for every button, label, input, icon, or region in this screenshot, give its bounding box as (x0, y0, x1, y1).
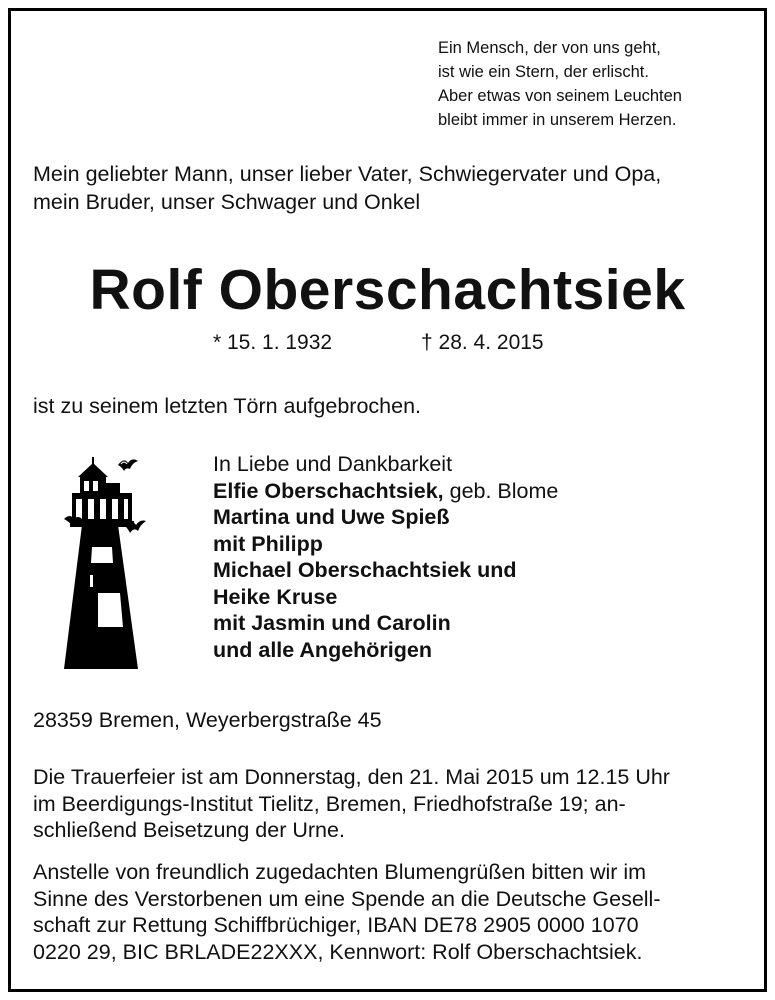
departed-text: ist zu seinem letzten Törn aufgebrochen. (33, 394, 422, 418)
funeral-line: schließend Beisetzung der Urne. (33, 818, 345, 842)
donation-info (33, 859, 661, 965)
donation-line: Sinne des Verstorbenen um eine Spende an die Deutsche Gesell- (33, 886, 661, 911)
mourner-line: mit Philipp (213, 531, 323, 556)
mourner-line: Michael Oberschachtsiek und (213, 558, 517, 582)
mourners-block (213, 451, 558, 663)
poem-line: ist wie ein Stern, der erlischt. (438, 63, 649, 81)
intro-text (33, 160, 661, 216)
funeral-line: im Beerdigungs-Institut Tielitz, Bremen, Friedhofstraße 19; an- (33, 791, 626, 816)
funeral-line: Die Trauerfeier ist am Donnerstag, den 21. Mai 2015 um 12.15 Uhr (33, 765, 670, 789)
mourner-line: Heike Kruse (213, 584, 338, 609)
poem-line: bleibt immer in unserem Herzen. (438, 111, 677, 129)
mourner-line: und alle Angehörigen (213, 637, 432, 662)
lighthouse-icon (60, 455, 150, 673)
poem-line: Aber etwas von seinem Leuchten (438, 87, 682, 105)
poem (438, 36, 682, 132)
deceased-name: Rolf Oberschachtsiek (89, 258, 686, 322)
mourner-line (213, 478, 558, 505)
birth-date: * 15. 1. 1932 (213, 331, 333, 354)
mourner-line: mit Jasmin und Carolin (213, 611, 451, 635)
funeral-info (33, 764, 670, 844)
donation-line: schaft zur Rettung Schiffbrüchiger, IBAN DE78 2905 0000 1070 (33, 913, 639, 937)
mourners-intro: In Liebe und Dankbarkeit (213, 452, 453, 476)
donation-line: 0220 29, BIC BRLADE22XXX, Kennwort: Rolf Oberschachtsiek. (33, 939, 643, 964)
mourner-line: Martina und Uwe Spieß (213, 505, 450, 529)
intro-line: mein Bruder, unser Schwager und Onkel (33, 190, 421, 214)
intro-line: Mein geliebter Mann, unser lieber Vater, Schwiegervater und Opa, (33, 162, 662, 186)
mourner-maiden-name: geb. Blome (443, 478, 559, 503)
poem-line: Ein Mensch, der von uns geht, (438, 39, 661, 57)
mourner-name: Elfie Oberschachtsiek, (213, 478, 444, 503)
donation-line: Anstelle von freundlich zugedachten Blumengrüßen bitten wir im (33, 860, 647, 884)
address: 28359 Bremen, Weyerbergstraße 45 (33, 708, 382, 732)
death-date: † 28. 4. 2015 (421, 331, 544, 354)
